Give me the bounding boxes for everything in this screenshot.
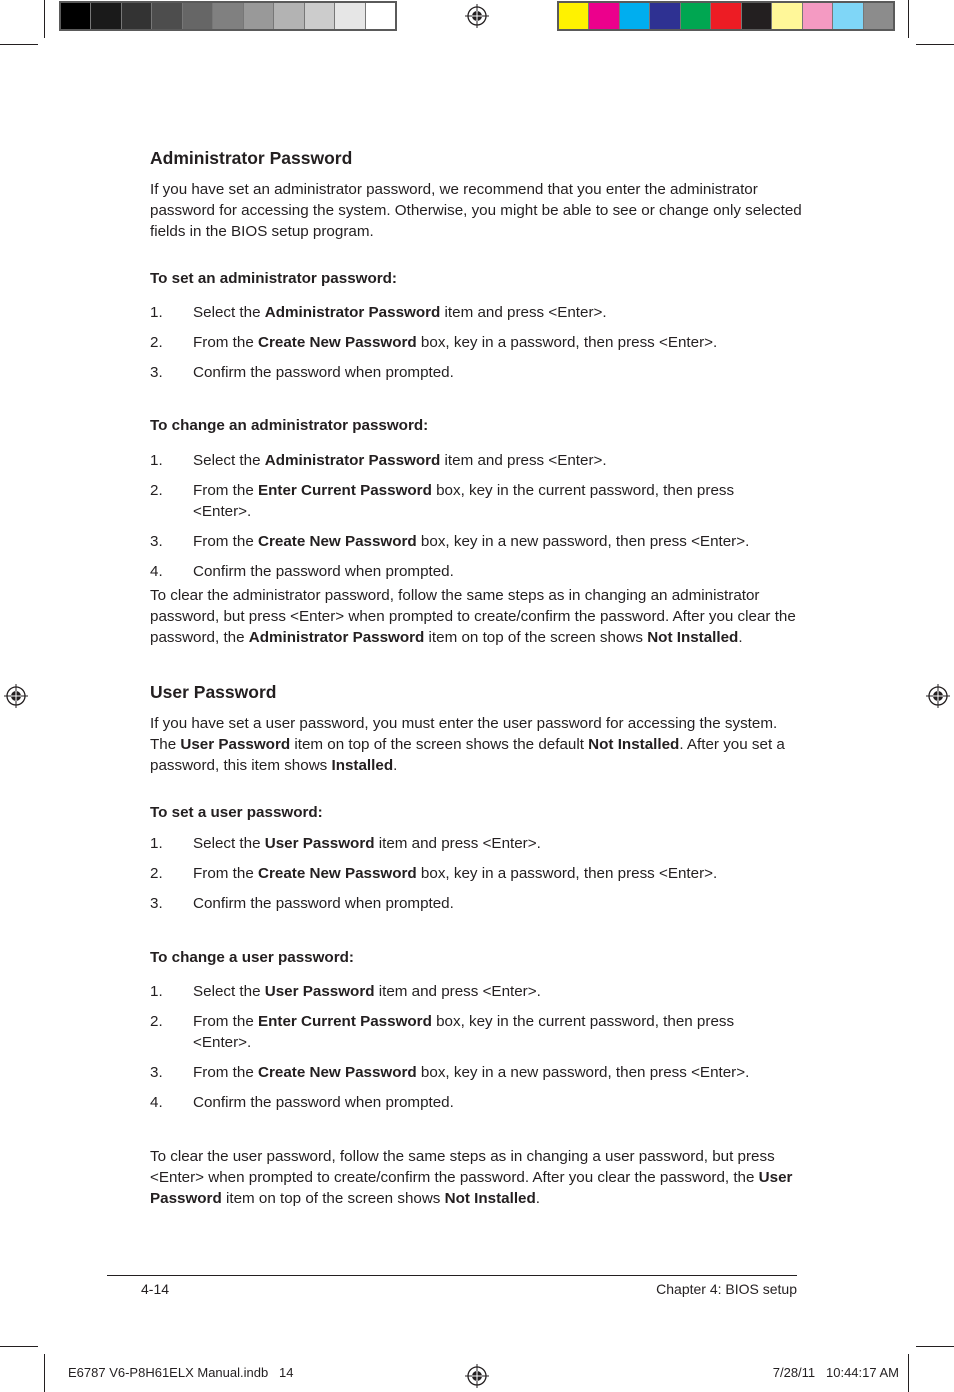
color-swatch (681, 3, 711, 29)
bold-term: Create New Password (258, 533, 417, 550)
crop-mark (916, 44, 954, 45)
step-number: 1. (150, 452, 163, 469)
color-swatch (61, 3, 91, 29)
color-swatch (274, 3, 304, 29)
color-swatch (864, 3, 893, 29)
gray-calibration-bar (59, 1, 397, 31)
bold-term: Enter Current Password (258, 1013, 432, 1030)
step-number: 1. (150, 983, 163, 1000)
bold-term: Not Installed (588, 736, 680, 753)
admin-set-heading: To set an administrator password: (150, 270, 397, 287)
color-swatch (366, 3, 395, 29)
step-text (193, 833, 793, 854)
step-number: 2. (150, 482, 163, 499)
text-run: . (738, 629, 743, 646)
bold-term: User Password (180, 736, 291, 753)
crop-mark (44, 1354, 45, 1392)
color-swatch (213, 3, 243, 29)
text-run: From the (193, 482, 258, 499)
user-set-heading: To set a user password: (150, 804, 323, 821)
text-run: To clear the administrator password, follow the same steps as in changing an administrator password, but press <Enter> when prompted to create/confirm the password. After you clear the password, the (150, 587, 796, 646)
step-text (193, 480, 793, 522)
admin-intro-paragraph: If you have set an administrator password, we recommend that you enter the administrator password for accessing the system. Otherwise, you might be able to see or change only selected fields in the BIOS setup program. (150, 181, 802, 240)
color-swatch (711, 3, 741, 29)
step-text (193, 1092, 793, 1113)
step-text (193, 362, 793, 383)
text-run: box, key in the current password, then press <Enter>. (193, 482, 735, 520)
crop-mark (0, 44, 38, 45)
user-password-heading: User Password (150, 682, 277, 702)
color-swatch (244, 3, 274, 29)
text-run: From the (193, 1064, 258, 1081)
bold-term: Create New Password (258, 334, 417, 351)
color-swatch (183, 3, 213, 29)
color-swatch (91, 3, 121, 29)
step-number: 2. (150, 334, 163, 351)
footer-divider (107, 1275, 797, 1276)
crop-mark (44, 0, 45, 38)
color-swatch (152, 3, 182, 29)
text-run: . (535, 1190, 540, 1207)
step-number: 2. (150, 865, 163, 882)
step-number: 1. (150, 304, 163, 321)
text-run: To clear the user password, follow the same steps as in changing a user password, but press <Enter> when prompted to create/confirm the password. After you clear the password, the (150, 1148, 775, 1186)
text-run: From the (193, 1013, 258, 1030)
registration-mark-icon (4, 684, 28, 708)
bold-term: User Password (264, 983, 375, 1000)
text-run: box, key in a new password, then press <Enter>. (416, 533, 750, 550)
text-run: Confirm the password when prompted. (193, 1094, 454, 1111)
color-swatch (559, 3, 589, 29)
step-text (193, 863, 793, 884)
step-number: 4. (150, 563, 163, 580)
registration-mark-icon (465, 4, 489, 28)
text-run: box, key in the current password, then press <Enter>. (193, 1013, 735, 1051)
bold-term: Installed (331, 757, 394, 774)
color-calibration-bar (557, 1, 895, 31)
color-swatch (305, 3, 335, 29)
crop-mark (908, 1354, 909, 1392)
text-run: item and press <Enter>. (374, 983, 541, 1000)
step-text (193, 332, 793, 353)
bold-term: User Password (150, 1169, 793, 1207)
text-run: Select the (193, 983, 265, 1000)
text-run: Select the (193, 835, 265, 852)
step-text (193, 981, 793, 1002)
step-text (193, 1011, 793, 1053)
text-run: box, key in a password, then press <Enter>. (416, 334, 718, 351)
bold-term: Not Installed (647, 629, 739, 646)
bold-term: Enter Current Password (258, 482, 432, 499)
text-run: If you have set a user password, you must enter the user password for accessing the system. The (150, 715, 778, 753)
registration-mark-icon (465, 1364, 489, 1388)
admin-clear-paragraph (150, 585, 805, 648)
bold-term: Administrator Password (264, 452, 441, 469)
color-swatch (589, 3, 619, 29)
step-number: 3. (150, 364, 163, 381)
step-number: 2. (150, 1013, 163, 1030)
color-swatch (742, 3, 772, 29)
text-run: From the (193, 865, 258, 882)
print-slug-timestamp: 7/28/11 10:44:17 AM (772, 1365, 899, 1380)
crop-mark (908, 0, 909, 38)
text-run: . (393, 757, 398, 774)
step-text (193, 302, 793, 323)
user-clear-paragraph (150, 1146, 805, 1209)
text-run: . After you set a password, this item shows (150, 736, 785, 774)
chapter-title: Chapter 4: BIOS setup (656, 1281, 797, 1297)
color-swatch (833, 3, 863, 29)
bold-term: Not Installed (444, 1190, 536, 1207)
color-swatch (335, 3, 365, 29)
step-text (193, 893, 793, 914)
step-text (193, 450, 793, 471)
text-run: item on top of the screen shows (221, 1190, 445, 1207)
text-run: Confirm the password when prompted. (193, 364, 454, 381)
color-swatch (772, 3, 802, 29)
admin-change-heading: To change an administrator password: (150, 417, 429, 434)
text-run: From the (193, 334, 258, 351)
text-run: Confirm the password when prompted. (193, 563, 454, 580)
step-text (193, 561, 793, 582)
step-text (193, 1062, 793, 1083)
bold-term: Create New Password (258, 865, 417, 882)
step-text (193, 531, 793, 552)
user-change-heading: To change a user password: (150, 949, 354, 966)
color-swatch (803, 3, 833, 29)
text-run: From the (193, 533, 258, 550)
bold-term: Create New Password (258, 1064, 417, 1081)
crop-mark (0, 1346, 38, 1347)
text-run: Confirm the password when prompted. (193, 895, 454, 912)
color-swatch (620, 3, 650, 29)
text-run: box, key in a new password, then press <Enter>. (416, 1064, 750, 1081)
text-run: item on top of the screen shows (424, 629, 648, 646)
bold-term: User Password (264, 835, 375, 852)
step-number: 3. (150, 895, 163, 912)
user-intro-paragraph (150, 713, 805, 776)
print-slug-file: E6787 V6-P8H61ELX Manual.indb 14 (68, 1365, 294, 1380)
registration-mark-icon (926, 684, 950, 708)
text-run: item and press <Enter>. (440, 304, 607, 321)
step-number: 1. (150, 835, 163, 852)
text-run: item on top of the screen shows the default (290, 736, 589, 753)
text-run: item and press <Enter>. (374, 835, 541, 852)
color-swatch (122, 3, 152, 29)
step-number: 3. (150, 1064, 163, 1081)
step-number: 4. (150, 1094, 163, 1111)
text-run: Select the (193, 452, 265, 469)
text-run: Select the (193, 304, 265, 321)
color-swatch (650, 3, 680, 29)
admin-password-heading: Administrator Password (150, 148, 353, 168)
bold-term: Administrator Password (264, 304, 441, 321)
crop-mark (916, 1346, 954, 1347)
bold-term: Administrator Password (248, 629, 425, 646)
step-number: 3. (150, 533, 163, 550)
page-number: 4-14 (141, 1281, 170, 1297)
text-run: item and press <Enter>. (440, 452, 607, 469)
text-run: box, key in a password, then press <Enter>. (416, 865, 718, 882)
